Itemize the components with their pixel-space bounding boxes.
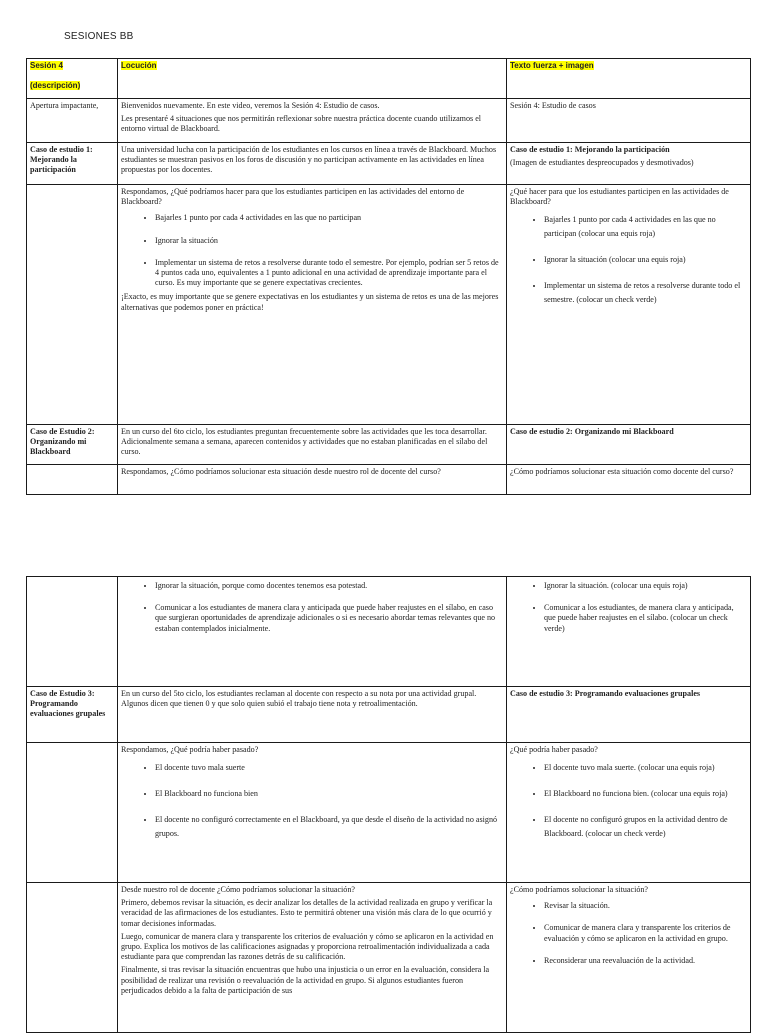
list-item: • Ignorar la situación (colocar una equis roja) xyxy=(544,253,747,267)
table-row-caso1 xyxy=(27,143,751,185)
session-table-part-2 xyxy=(26,576,751,1033)
session-table-part-1 xyxy=(26,58,751,495)
question-text: ¿Qué podría haber pasado? xyxy=(510,745,598,754)
list-item: • Comunicar a los estudiantes, de manera clara y anticipada, que puede haber reajustes en el sílabo. (colocar un check verde) xyxy=(544,603,747,634)
row-label-empty xyxy=(27,743,118,883)
list-item: • El docente no configuró correctamente en el Blackboard, ya que desde el diseño de la actividad no asignó grupos. xyxy=(155,813,503,841)
texto-cell: Caso de estudio 3: Programando evaluaciones grupales xyxy=(507,687,751,743)
list-item: • Implementar un sistema de retos a resolverse durante todo el semestre. Por ejemplo, podrían ser 5 retos de 4 puntos cada uno, equivalentes a 1 punto adicional en una actividad de aprendizaje importante para el curso. Es muy importante que se genere expectativas crecientes. xyxy=(155,258,503,289)
texto-subtitle: (Imagen de estudiantes despreocupados y desmotivados) xyxy=(510,158,694,168)
row-label-empty xyxy=(27,185,118,425)
table-row-caso2-question xyxy=(27,465,751,495)
table-row-caso3-solution xyxy=(27,883,751,1033)
question-text: Desde nuestro rol de docente ¿Cómo podríamos solucionar la situación? xyxy=(121,885,355,894)
header-texto-cell xyxy=(507,59,751,99)
texto-cell xyxy=(507,577,751,687)
list-item: • Ignorar la situación. (colocar una equis roja) xyxy=(544,581,747,591)
list-item: • Revisar la situación. xyxy=(544,901,747,911)
locucion-paragraph: Les presentaré 4 situaciones que nos permitirán reflexionar sobre nuestra práctica docente cuando utilizamos el entorno virtual de Blackboard. xyxy=(121,114,482,134)
row-label: Caso de Estudio 3: Programando evaluaciones grupales xyxy=(27,687,118,743)
list-item: • Ignorar la situación xyxy=(155,236,503,246)
options-list xyxy=(121,581,503,634)
options-list xyxy=(510,581,747,634)
list-item: • El Blackboard no funciona bien xyxy=(155,787,503,801)
locucion-cell xyxy=(118,577,507,687)
row-label: Caso de estudio 1: Mejorando la participación xyxy=(27,143,118,185)
locucion-paragraph: Primero, debemos revisar la situación, es decir analizar los detalles de la actividad realizada en grupo y verificar la veracidad de las afirmaciones de los estudiantes. Esto te permitirá obtener una visión más clara de lo que ocurrió y tomar decisiones informadas. xyxy=(121,898,493,928)
texto-cell: Sesión 4: Estudio de casos xyxy=(507,99,751,143)
header-session-cell xyxy=(27,59,118,99)
locucion-cell: Respondamos, ¿Cómo podríamos solucionar esta situación desde nuestro rol de docente del curso? xyxy=(118,465,507,495)
locucion-cell: En un curso del 5to ciclo, los estudiantes reclaman al docente con respecto a su nota por una actividad grupal. Algunos dicen que tienen 0 y que solo quien subió el trabajo tiene nota y retroalimentación. xyxy=(118,687,507,743)
header-texto-label: Texto fuerza + imagen xyxy=(510,61,594,70)
options-list xyxy=(510,761,747,841)
list-item: • El docente no configuró grupos en la actividad dentro de Blackboard. (colocar un check verde) xyxy=(544,813,747,841)
locucion-paragraph: Bienvenidos nuevamente. En este video, veremos la Sesión 4: Estudio de casos. xyxy=(121,101,380,110)
header-description-label: (descripción) xyxy=(30,81,81,91)
table-row-caso3-question xyxy=(27,743,751,883)
texto-cell xyxy=(507,883,751,1033)
question-text: ¿Qué hacer para que los estudiantes participen en las actividades de Blackboard? xyxy=(510,187,729,207)
options-list xyxy=(510,901,747,966)
list-item: • El docente tuvo mala suerte. (colocar una equis roja) xyxy=(544,761,747,775)
locucion-paragraph: Luego, comunicar de manera clara y transparente los criterios de evaluación y cómo se aplicaron en la actividad en grupo. Explica los motivos de las calificaciones asignadas y proporciona retroalimentación individualizada a cada estudiante para que comprendan las razones detrás de su calificación. xyxy=(121,931,494,962)
locucion-cell xyxy=(118,185,507,425)
texto-cell xyxy=(507,185,751,425)
header-locucion-cell xyxy=(118,59,507,99)
table-row-caso2-options xyxy=(27,577,751,687)
header-locucion-label: Locución xyxy=(121,61,157,70)
locucion-cell xyxy=(118,743,507,883)
texto-cell: ¿Cómo podríamos solucionar esta situación como docente del curso? xyxy=(507,465,751,495)
locucion-cell: En un curso del 6to ciclo, los estudiantes preguntan frecuentemente sobre las actividades que les toca desarrollar. Adicionalmente semana a semana, aparecen contenidos y actividades que no estaban planificadas en el sílabo del curso. xyxy=(118,425,507,465)
locucion-paragraph: Finalmente, si tras revisar la situación encuentras que hubo una injusticia o un error en la evaluación, considera la posibilidad de realizar una revisión o reevaluación de la actividad en grupo. Si algunos estudiantes fueron perjudicados debido a la falta de participación de sus xyxy=(121,965,490,995)
list-item: • Bajarles 1 punto por cada 4 actividades en las que no participan xyxy=(155,213,503,223)
list-item: • Comunicar de manera clara y transparente los criterios de evaluación y cómo se aplicaron en la actividad en grupo. xyxy=(544,923,747,943)
table-row-apertura xyxy=(27,99,751,143)
list-item: • El docente tuvo mala suerte xyxy=(155,761,503,775)
table-row-caso1-question xyxy=(27,185,751,425)
options-list xyxy=(121,213,503,288)
list-item: • Implementar un sistema de retos a resolverse durante todo el semestre. (colocar un check verde) xyxy=(544,279,747,307)
list-item: • Ignorar la situación, porque como docentes tenemos esa potestad. xyxy=(155,581,503,591)
options-list xyxy=(510,213,747,307)
question-text: Respondamos, ¿Qué podríamos hacer para que los estudiantes participen en las actividades del entorno de Blackboard? xyxy=(121,187,465,207)
page-title: SESIONES BB xyxy=(64,31,134,42)
options-list xyxy=(121,761,503,841)
question-text: Respondamos, ¿Qué podría haber pasado? xyxy=(121,745,259,754)
texto-cell xyxy=(507,143,751,185)
row-label-empty xyxy=(27,577,118,687)
header-session-label: Sesión 4 xyxy=(30,61,63,70)
list-item: • Comunicar a los estudiantes de manera clara y anticipada que puede haber reajustes en el sílabo, en caso que surgieran oportunidades de aprendizaje adicionales o si es necesario abordar temas relevantes que no estaban contemplados inicialmente. xyxy=(155,603,503,634)
question-text: ¿Cómo podríamos solucionar la situación? xyxy=(510,885,649,894)
texto-title: Caso de estudio 1: Mejorando la participación xyxy=(510,145,670,154)
row-label: Caso de Estudio 2: Organizando mi Blackboard xyxy=(27,425,118,465)
list-item: • Reconsiderar una reevaluación de la actividad. xyxy=(544,956,747,966)
locucion-cell xyxy=(118,883,507,1033)
row-label-empty xyxy=(27,465,118,495)
locucion-cell xyxy=(118,99,507,143)
table-row-caso3 xyxy=(27,687,751,743)
texto-cell xyxy=(507,743,751,883)
table-header-row xyxy=(27,59,751,99)
row-label-empty xyxy=(27,883,118,1033)
row-label: Apertura impactante, xyxy=(27,99,118,143)
answer-text: ¡Exacto, es muy importante que se genere expectativas en los estudiantes y un sistema de retos es una de las mejores alternativas que podemos poner en práctica! xyxy=(121,292,499,312)
locucion-cell: Una universidad lucha con la participación de los estudiantes en los cursos en línea a través de Blackboard. Muchos estudiantes se muestran pasivos en los foros de discusión y no participan activamente en las actividades en línea propuestas por los docentes. xyxy=(118,143,507,185)
texto-cell: Caso de estudio 2: Organizando mi Blackboard xyxy=(507,425,751,465)
table-row-caso2 xyxy=(27,425,751,465)
list-item: • El Blackboard no funciona bien. (colocar una equis roja) xyxy=(544,787,747,801)
list-item: • Bajarles 1 punto por cada 4 actividades en las que no participan (colocar una equis roja) xyxy=(544,213,747,241)
